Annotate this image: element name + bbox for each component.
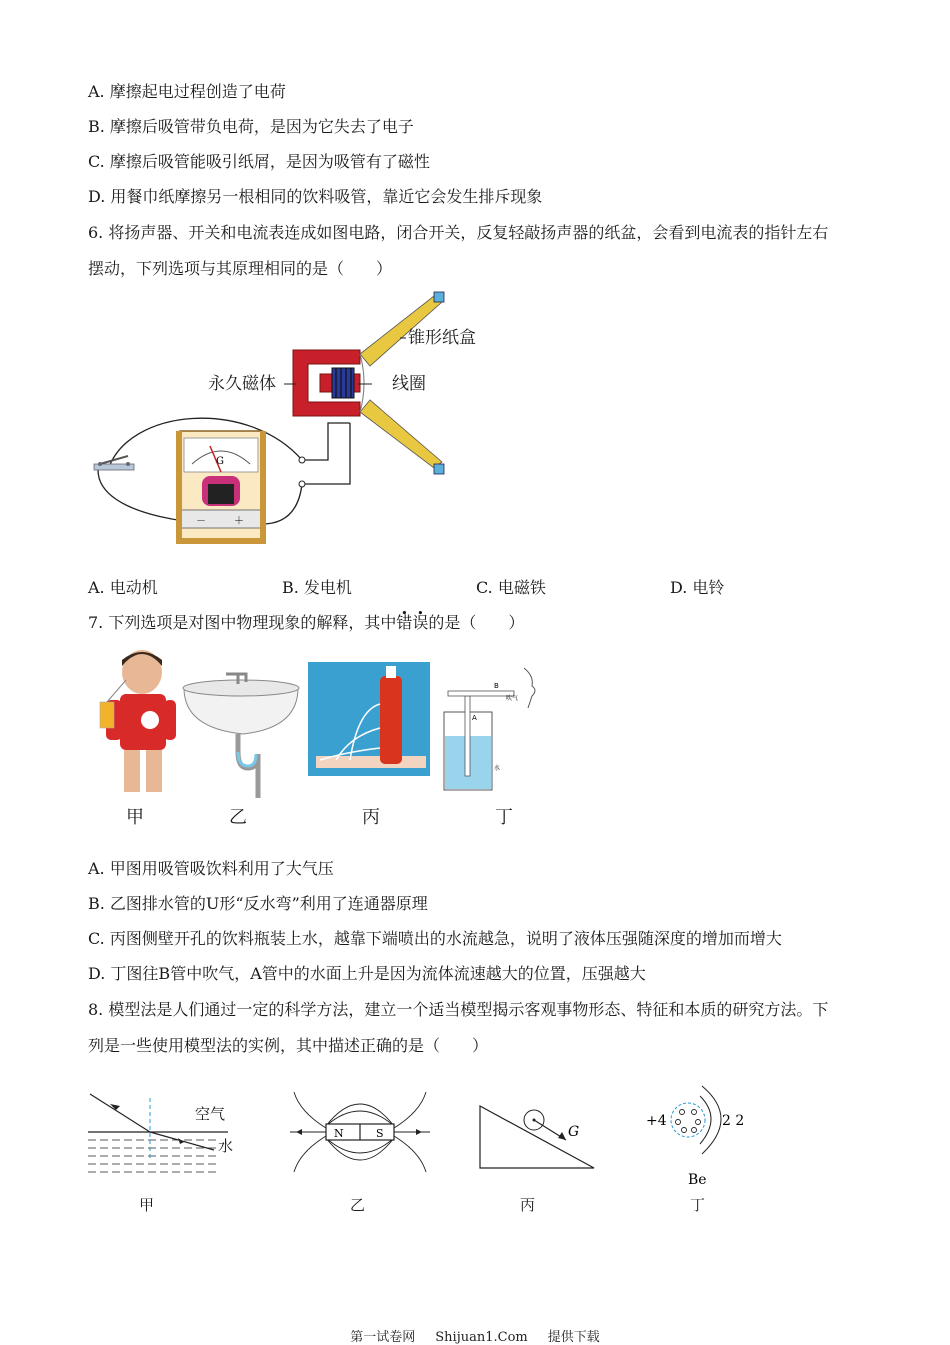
q7-emphasis-1: 错: [396, 613, 413, 632]
fig-ding-label-a: A: [472, 714, 477, 722]
footer-action: 提供下载: [547, 1330, 600, 1345]
q7-option-a: A. 甲图用吸管吸饮料利用了大气压: [88, 859, 334, 878]
fig-ding-label-blow: 吹气: [506, 695, 519, 702]
q5-option-c: C. 摩擦后吸管能吸引纸屑，是因为吸管有了磁性: [88, 152, 430, 171]
q8-caption-bing: 丙: [520, 1196, 536, 1214]
q7-stem-suffix: 的是（ ）: [428, 613, 525, 632]
q6-option-a: A. 电动机: [88, 578, 158, 597]
electron-shells-label: 2 2: [722, 1113, 745, 1129]
page-footer: [0, 1326, 950, 1345]
meter-label: G: [216, 456, 224, 467]
q8-caption-ding: 丁: [690, 1196, 706, 1214]
q7-option-d: D. 丁图往B管中吹气，A管中的水面上升是因为流体流速越大的位置，压强越大: [88, 964, 646, 983]
q6-stem-line2: 摆动，下列选项与其原理相同的是（ ）: [88, 259, 393, 278]
q6-option-b: B. 发电机: [282, 578, 352, 597]
svg-text:＋: ＋: [234, 516, 244, 527]
coil-icon: [332, 368, 354, 398]
magnet-field-figure: [290, 1082, 430, 1182]
fig-ding-label-water: 水: [494, 765, 501, 772]
q7-emphasis-2: 误: [412, 613, 429, 632]
svg-text:－: －: [196, 516, 206, 527]
label-water: 水: [218, 1137, 234, 1155]
cone-label: 锥形纸盒: [408, 328, 476, 348]
magnet-n-label: N: [334, 1127, 344, 1140]
beaker-tubes-icon: [444, 668, 535, 790]
q8-caption-yi: 乙: [350, 1196, 366, 1214]
galvanometer-icon: [176, 431, 266, 544]
q7-figures: [88, 648, 558, 798]
magnet-s-label: S: [376, 1127, 384, 1140]
nucleus-charge-label: +4: [646, 1113, 667, 1129]
boy-drinking-icon: [100, 650, 176, 792]
force-g-label: G: [568, 1124, 580, 1140]
q8-stem-line2: 列是一些使用模型法的实例，其中描述正确的是（ ）: [88, 1036, 489, 1055]
q8-stem-line1: 8. 模型法是人们通过一定的科学方法，建立一个适当模型揭示客观事物形态、特征和本质的研究方法。下: [88, 1000, 829, 1019]
incline-figure: [478, 1100, 608, 1180]
q5-option-d: D. 用餐巾纸摩擦另一根相同的饮料吸管，靠近它会发生排斥现象: [88, 187, 543, 206]
q7-stem-prefix: 7. 下列选项是对图中物理现象的解释，其中: [88, 613, 397, 632]
q8-caption-jia: 甲: [139, 1196, 155, 1214]
refraction-figure: [88, 1088, 238, 1188]
bottle-water-jet-icon: [308, 662, 430, 776]
q6-stem-line1: 6. 将扬声器、开关和电流表连成如图电路，闭合开关，反复轻敲扬声器的纸盆，会看到电流表的指针左右: [88, 223, 829, 242]
atom-figure: [644, 1092, 754, 1192]
q7-caption-bing: 丙: [362, 807, 380, 828]
q7-option-c: C. 丙图侧壁开孔的饮料瓶装上水，越靠下端喷出的水流越急，说明了液体压强随深度的增加而增大: [88, 929, 782, 948]
element-be-label: Be: [688, 1172, 707, 1188]
q7-caption-jia: 甲: [126, 807, 144, 828]
sink-icon: [183, 674, 299, 798]
q5-option-a: A. 摩擦起电过程创造了电荷: [88, 82, 286, 101]
q7-option-b: B. 乙图排水管的U形“反水弯”利用了连通器原理: [88, 894, 428, 913]
footer-site: 第一试卷网: [350, 1330, 416, 1345]
q5-option-b: B. 摩擦后吸管带负电荷，是因为它失去了电子: [88, 117, 414, 136]
q7-caption-yi: 乙: [229, 807, 247, 828]
q6-option-d: D. 电铃: [670, 578, 725, 597]
q6-option-c: C. 电磁铁: [476, 578, 546, 597]
q7-caption-ding: 丁: [495, 807, 513, 828]
label-air: 空气: [195, 1105, 226, 1123]
coil-label: 线圈: [392, 374, 426, 394]
footer-domain[interactable]: Shijuan1.Com: [435, 1330, 528, 1345]
magnet-label: 永久磁体: [208, 374, 276, 394]
fig-ding-label-b: B: [494, 682, 499, 690]
q7-stem: [88, 613, 524, 633]
